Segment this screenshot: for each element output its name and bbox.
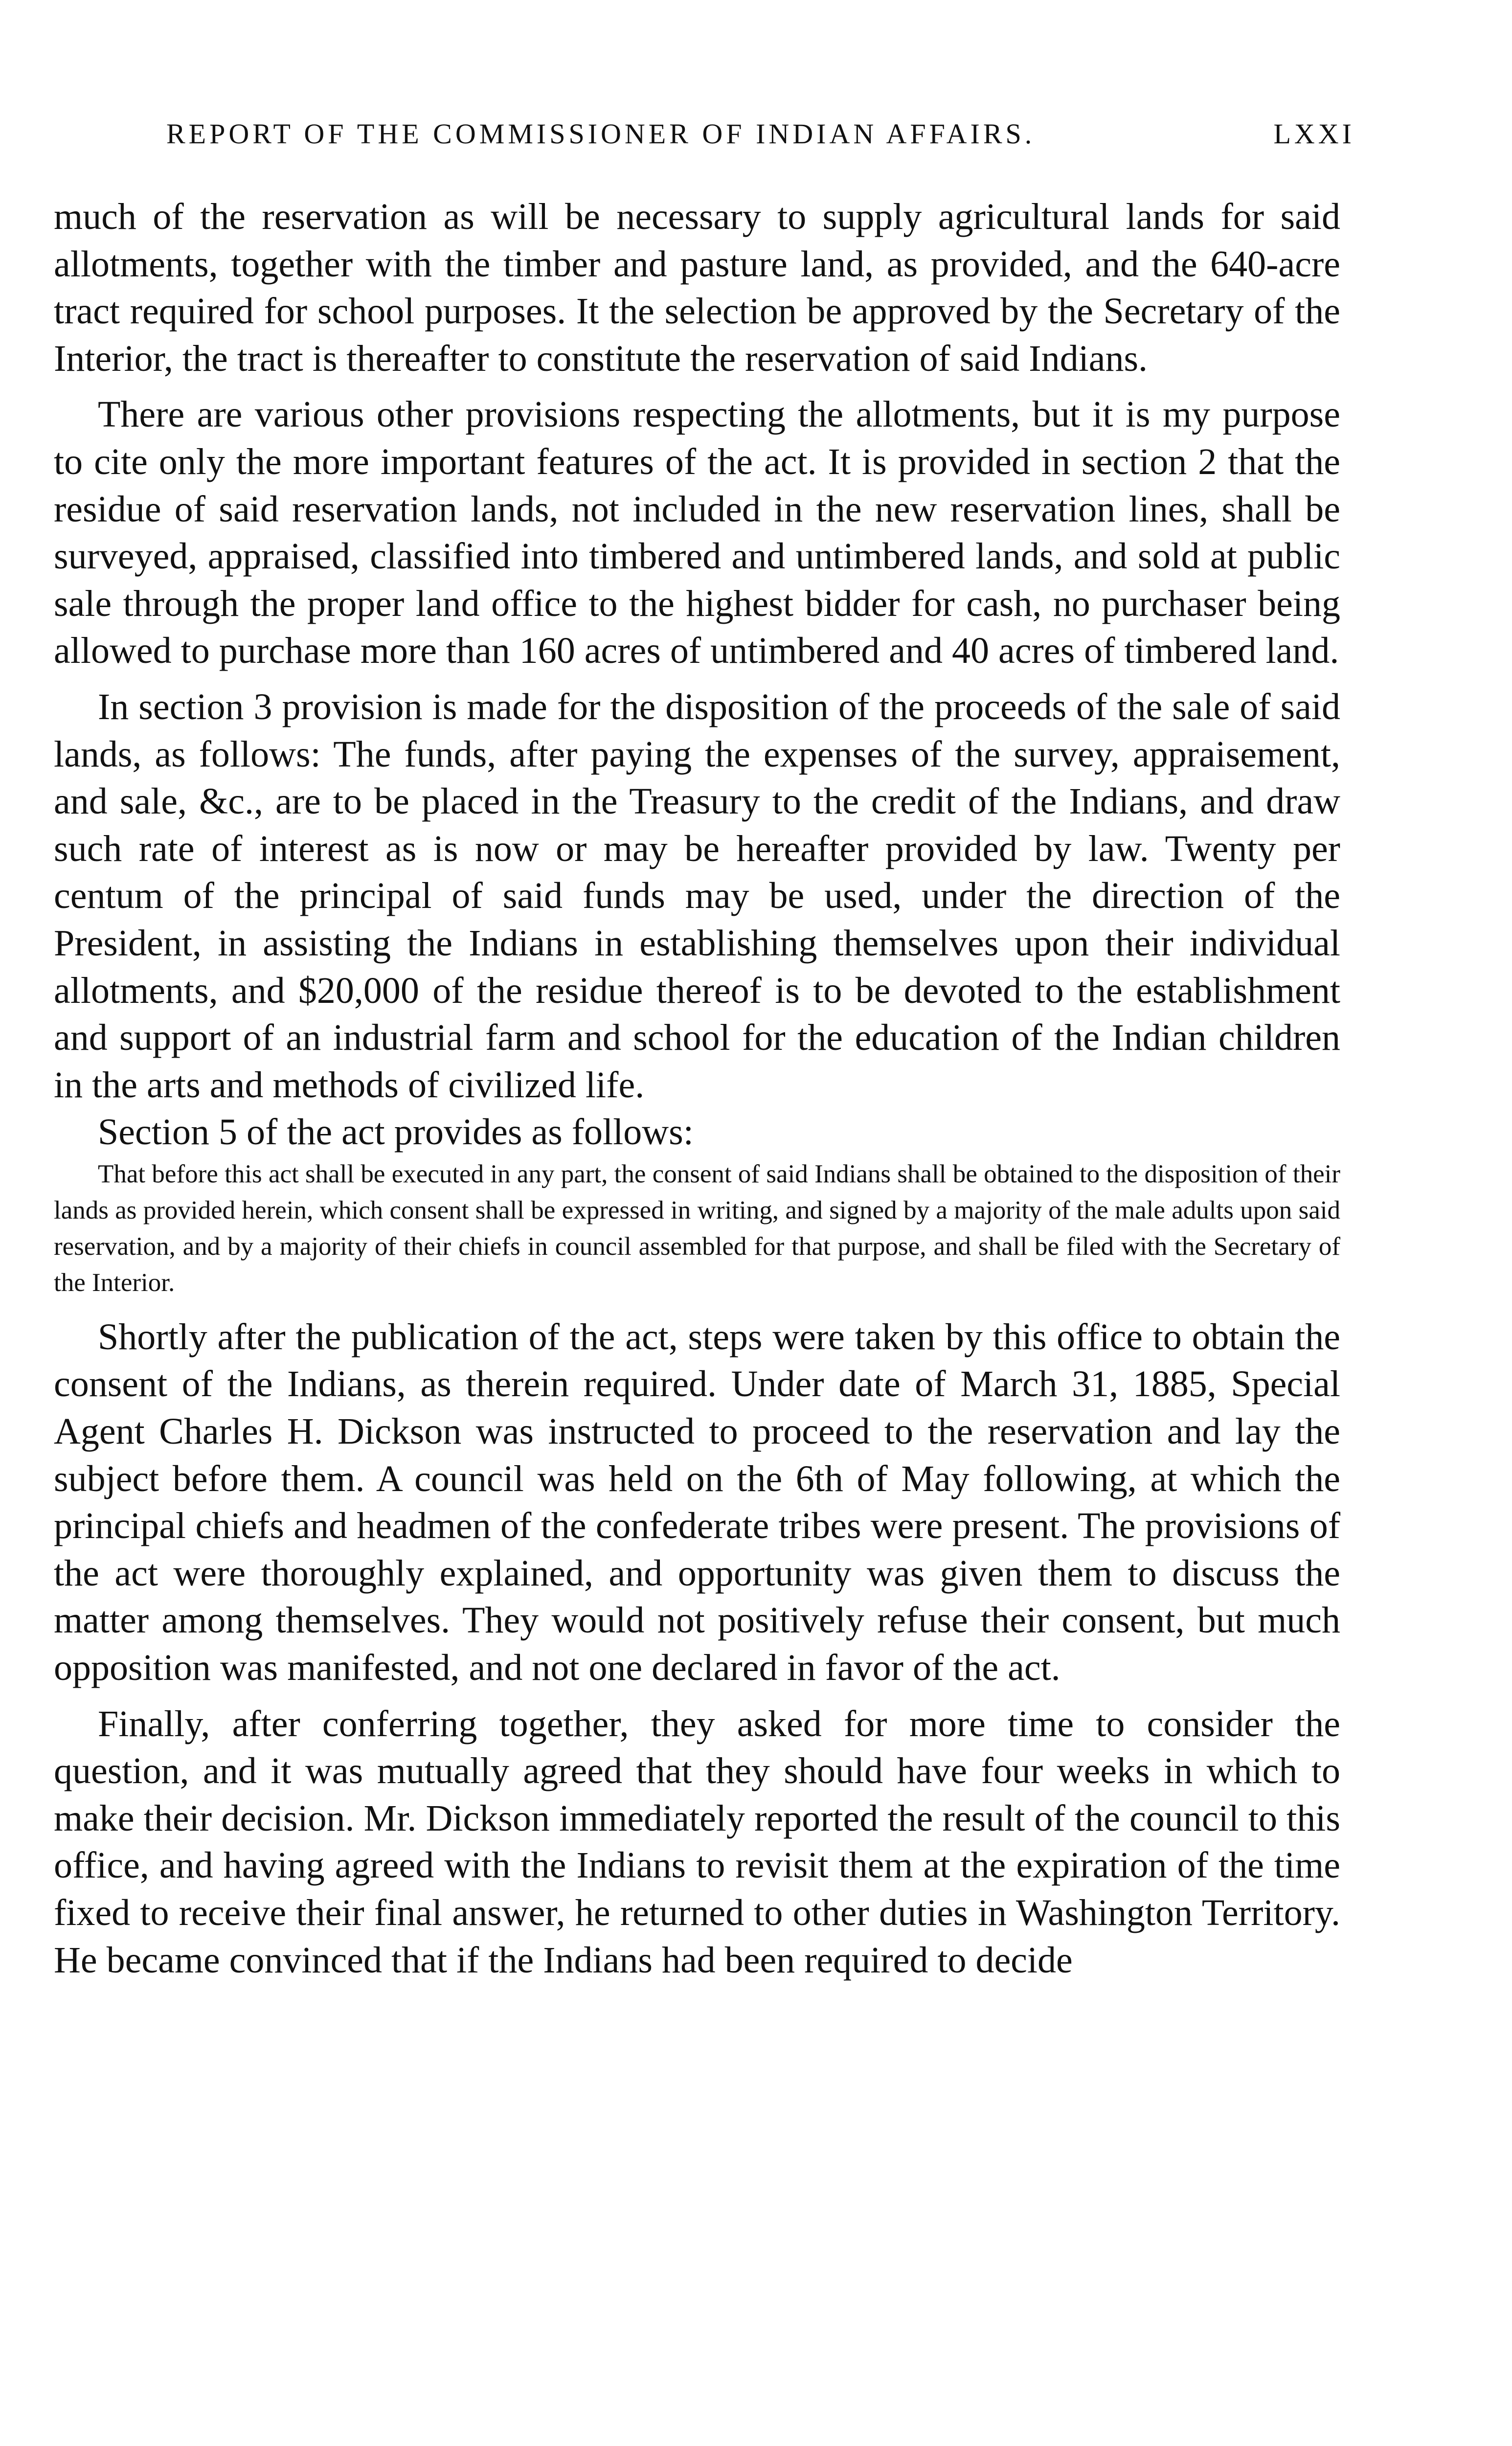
paragraph-allotment-provisions: There are various other provisions respecting the allotments, but it is my purpose to cite only the more important features of the act. It is provided in section 2 that the residue of said reservation lands, not included in the new reservation lines, shall be surveyed, appraised, classified into timbered and untimbered lands, and sold at public sale through the proper land office to the highest bidder for cash, no purchaser being allowed to purchase more than 160 acres of untimbered and 40 acres of timbered land. [54,394,1340,672]
paragraph-section-3: In section 3 provision is made for the disposition of the proceeds of the sale of said lands, as follows: The funds, after paying the expenses of the survey, appraisement, and sale, &c., are to be placed in the Treasury to the credit of the Indians, and draw such rate of interest as is now or may be hereafter provided by law. Twenty per centum of the principal of said funds may be used, under the direction of the President, in assisting the Indians in establishing themselves upon their individual allotments, and $20,000 of the residue thereof is to be devoted to the establishment and support of an industrial farm and school for the education of the Indian children in the arts and methods of civilized life. [54,686,1340,1106]
paragraph-continuation: much of the reservation as will be necessary to supply agricultural lands for said allotments, together with the timber and pasture land, as provided, and the 640-acre tract required for school purposes. It the selection be approved by the Secretary of the Interior, the tract is thereafter to constitute the reservation of said Indians. [54,196,1340,379]
running-head [166,117,1355,161]
block-quote-section-5: That before this act shall be executed in any part, the consent of said Indians shall be obtained to the disposition of their lands as provided herein, which consent shall be expressed in writing, and signed by a majority of the male adults upon said reservation, and by a majority of their chiefs in council assembled for that purpose, and shall be filed with the Secretary of the Interior. [54,1159,1340,1297]
body-text [54,193,1340,1984]
paragraph-section-5-intro: Section 5 of the act provides as follows: [98,1111,694,1153]
page-number: LXXI [1273,118,1355,150]
running-title: REPORT OF THE COMMISSIONER OF INDIAN AFFAIRS. [166,118,1036,150]
paragraph-final-answer: Finally, after conferring together, they asked for more time to consider the question, and it was mutually agreed that they should have four weeks in which to make their decision. Mr. Dickson immediately reported the result of the council to this office, and having agreed with the Indians to revisit them at the expiration of the time fixed to receive their final answer, he returned to other duties in Washington Territory. He became convinced that if the Indians had been required to decide [54,1703,1340,1981]
paragraph-council: Shortly after the publication of the act, steps were taken by this office to obtain the consent of the Indians, as therein required. Under date of March 31, 1885, Special Agent Charles H. Dickson was instructed to proceed to the reservation and lay the subject before them. A council was held on the 6th of May following, at which the principal chiefs and headmen of the confederate tribes were present. The provisions of the act were thoroughly explained, and opportunity was given them to discuss the matter among themselves. They would not positively refuse their consent, but much opposition was manifested, and not one declared in favor of the act. [54,1316,1340,1689]
